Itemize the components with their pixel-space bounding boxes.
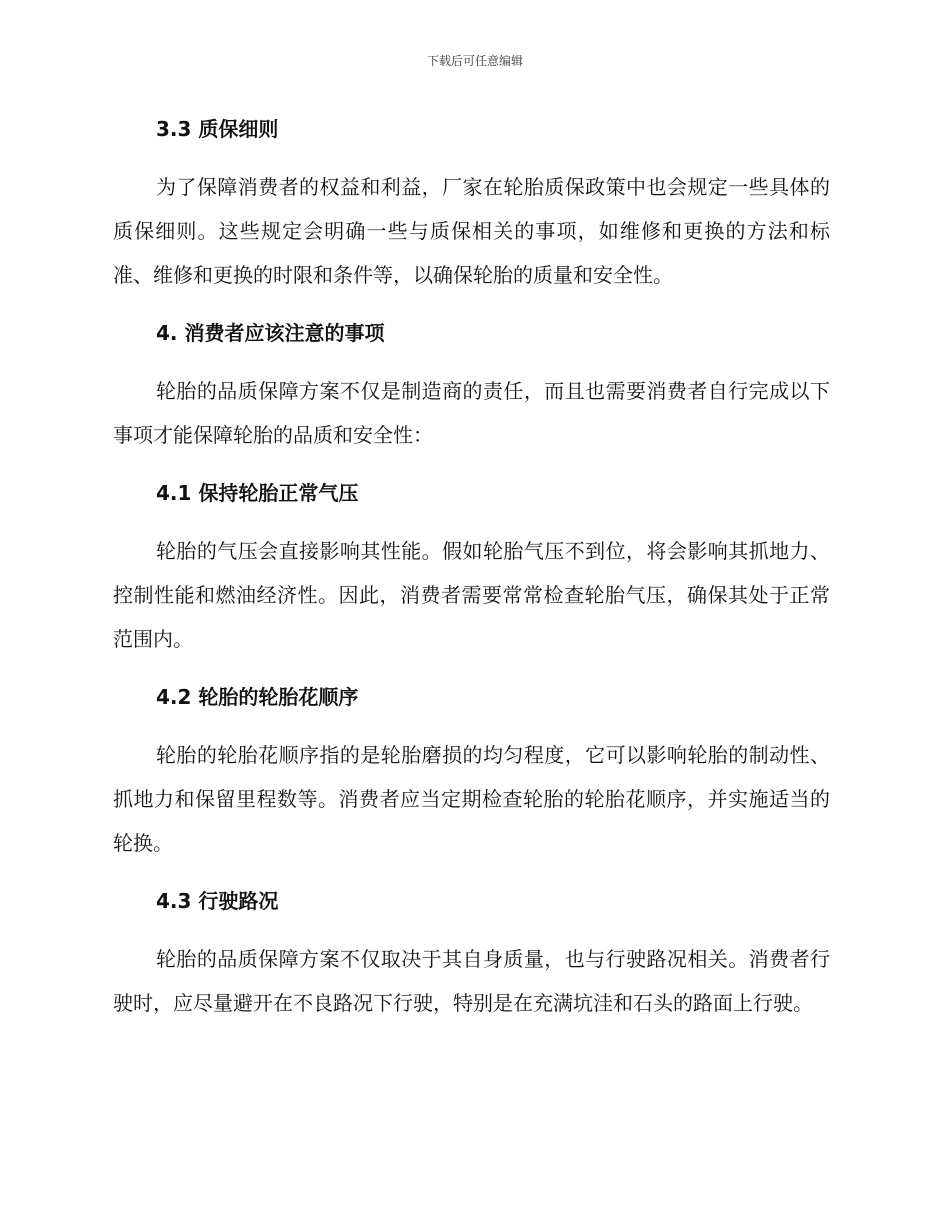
paragraph-road-conditions: 轮胎的品质保障方案不仅取决于其自身质量，也与行驶路况相关。消费者行驶时，应尽量避开在不良路况下行驶，特别是在充满坑洼和石头的路面上行驶。: [113, 947, 830, 1015]
paragraph-consumer-notes: 轮胎的品质保障方案不仅是制造商的责任，而且也需要消费者自行完成以下事项才能保障轮胎的品质和安全性：: [113, 379, 830, 447]
section-heading-3-3: 3.3 质保细则: [156, 117, 279, 141]
document-body: [113, 107, 830, 1039]
page-header: 下载后可任意编辑: [426, 54, 523, 68]
section-heading-4-1: 4.1 保持轮胎正常气压: [156, 481, 359, 505]
section-heading-4: 4. 消费者应该注意的事项: [156, 321, 385, 345]
paragraph-warranty-details: 为了保障消费者的权益和利益，厂家在轮胎质保政策中也会规定一些具体的质保细则。这些规定会明确一些与质保相关的事项，如维修和更换的方法和标准、维修和更换的时限和条件等，以确保轮胎的质量和安全性。: [113, 175, 830, 287]
paragraph-tire-pressure: 轮胎的气压会直接影响其性能。假如轮胎气压不到位，将会影响其抓地力、控制性能和燃油经济性。因此，消费者需要常常检查轮胎气压，确保其处于正常范围内。: [113, 539, 830, 651]
section-heading-4-3: 4.3 行驶路况: [156, 889, 279, 913]
section-heading-4-2: 4.2 轮胎的轮胎花顺序: [156, 685, 359, 709]
paragraph-tread-order: 轮胎的轮胎花顺序指的是轮胎磨损的均匀程度，它可以影响轮胎的制动性、抓地力和保留里程数等。消费者应当定期检查轮胎的轮胎花顺序，并实施适当的轮换。: [113, 743, 830, 855]
